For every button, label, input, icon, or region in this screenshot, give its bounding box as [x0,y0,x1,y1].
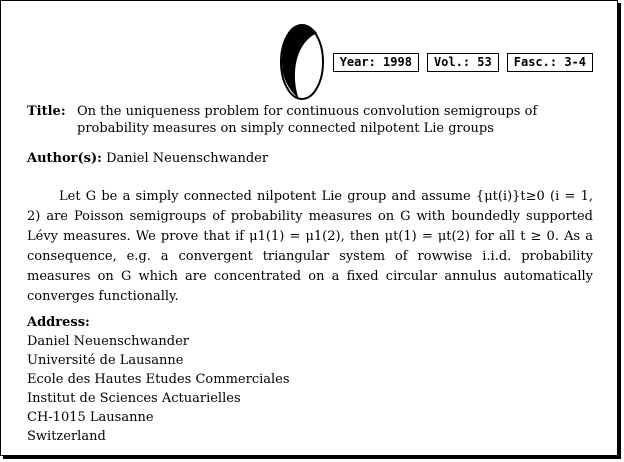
author-label: Author(s): [27,151,102,166]
title-text: On the uniqueness problem for continuous convolution semigroups of probability measures on simply connected nilpotent Lie groups [77,104,538,136]
title-label: Title: [27,104,66,119]
address-line: Daniel Neuenschwander [27,334,189,349]
author-name: Daniel Neuenschwander [106,151,269,166]
journal-logo-icon [279,23,325,101]
address-line: Switzerland [27,429,106,444]
title-section [27,103,593,137]
address-line: Université de Lausanne [27,353,184,368]
address-section [27,313,290,446]
abstract-section [27,187,593,307]
author-section [27,151,268,166]
issue-info [333,53,593,72]
fascicle-badge: Fasc.: 3-4 [507,53,593,72]
address-line: Institut de Sciences Actuarielles [27,391,241,406]
volume-badge: Vol.: 53 [427,53,499,72]
address-line: CH-1015 Lausanne [27,410,154,425]
address-label: Address: [27,315,90,330]
address-line: Ecole des Hautes Etudes Commerciales [27,372,290,387]
abstract-text: Let G be a simply connected nilpotent Lie group and assume {μt(i)}t≥0 (i = 1, 2) are Poisson semigroups of probability measures on G with boundedly supported Lévy measures. We prove that if μ1(1) = μ1(2), then μt(1) = μt(2) for all t ≥ 0. As a consequence, e.g. a convergent triangular system of rowwise i.i.d. probability measures on G which are concentrated on a fixed circular annulus automatically converges functionally. [27,189,593,304]
year-badge: Year: 1998 [333,53,419,72]
